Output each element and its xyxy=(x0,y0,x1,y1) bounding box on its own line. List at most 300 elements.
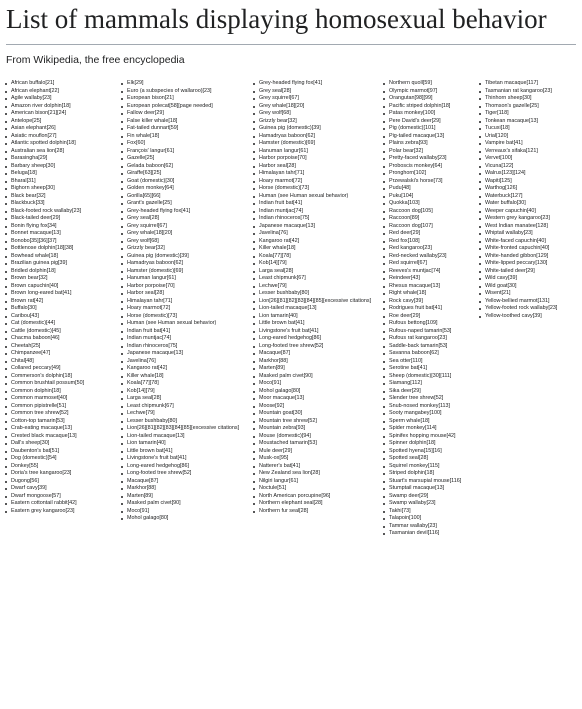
mammal-link[interactable]: Hamadryas baboon[62] xyxy=(259,132,316,139)
list-item xyxy=(478,238,578,246)
mammal-link[interactable]: Japanese macaque[13] xyxy=(259,222,316,229)
mammal-link[interactable]: White-faced capuchin[40] xyxy=(485,237,546,244)
mammal-link[interactable]: Common tree shrew[52] xyxy=(11,410,69,416)
list-item xyxy=(478,230,578,238)
mammal-link[interactable]: Polar bear[32] xyxy=(389,147,423,154)
mammal-link[interactable]: Sheep (domestic)[30][111] xyxy=(389,372,452,379)
mammal-link[interactable]: Lesser bushbaby[80] xyxy=(127,417,178,424)
mammal-link[interactable]: Rufous rat kangaroo[23] xyxy=(389,335,447,341)
mammal-link[interactable]: Grant's gazelle[25] xyxy=(127,200,172,206)
mammal-link[interactable]: Red-necked wallaby[23] xyxy=(389,252,447,259)
mammal-link[interactable]: Cotton-top tamarin[53] xyxy=(11,417,65,424)
mammal-link[interactable]: White-fronted capuchin[40] xyxy=(485,245,550,251)
mammal-link[interactable]: Noctule[51] xyxy=(259,485,287,491)
mammal-link[interactable]: Mountain tree shrew[52] xyxy=(259,417,317,424)
list-item xyxy=(252,215,382,223)
mammal-link[interactable]: Kob[14][79] xyxy=(259,260,287,266)
mammal-link[interactable]: Brown rat[42] xyxy=(11,297,44,304)
mammal-link[interactable]: Giraffe[63][25] xyxy=(127,170,162,176)
mammal-link[interactable]: Masked palm civet[90] xyxy=(127,500,181,506)
mammal-link[interactable]: Mohol galago[80] xyxy=(127,515,169,521)
mammal-link[interactable]: Northern elephant seal[28] xyxy=(259,500,323,506)
list-item xyxy=(4,380,120,388)
mammal-link[interactable]: White-handed gibbon[129] xyxy=(485,252,549,259)
mammal-link[interactable]: Orangutan[98][99] xyxy=(389,95,433,101)
mammal-link[interactable]: Quokka[103] xyxy=(389,200,420,206)
mammal-link[interactable]: Grey wolf[68] xyxy=(259,110,291,116)
mammal-link[interactable]: Harbor seal[28] xyxy=(127,290,164,296)
mammal-link[interactable]: Lion tamarin[40] xyxy=(127,440,166,446)
mammal-link[interactable]: Spinifex hopping mouse[42] xyxy=(389,432,456,439)
mammal-link[interactable]: Cat (domestic)[44] xyxy=(11,320,56,326)
mammal-link[interactable]: Raccoon[89] xyxy=(389,215,420,221)
mammal-link[interactable]: Proboscis monkey[64] xyxy=(389,162,443,169)
mammal-link[interactable]: Long-eared hedgehog[86] xyxy=(127,462,190,469)
list-item xyxy=(4,440,120,448)
mammal-link[interactable]: Lechwe[79] xyxy=(127,410,155,416)
mammal-link[interactable]: Least chipmunk[67] xyxy=(259,275,306,281)
mammal-link[interactable]: Common brushtail possum[50] xyxy=(11,380,85,386)
mammal-link[interactable]: Himalayan tahr[71] xyxy=(127,297,173,304)
mammal-link[interactable]: Barbary sheep[30] xyxy=(11,162,56,169)
mammal-link[interactable]: Crab-eating macaque[13] xyxy=(11,425,72,431)
mammal-link[interactable]: Puku[104] xyxy=(389,192,414,199)
mammal-link[interactable]: Guinea pig (domestic)[39] xyxy=(127,252,189,259)
list-item xyxy=(382,125,478,133)
mammal-link[interactable]: Horse (domestic)[73] xyxy=(259,185,310,191)
mammal-link[interactable]: Rhesus macaque[13] xyxy=(389,282,440,289)
mammal-link[interactable]: Chimpanzee[47] xyxy=(11,350,51,356)
mammal-link[interactable]: Spinner dolphin[18] xyxy=(389,440,436,446)
mammal-link[interactable]: Stumptail macaque[13] xyxy=(389,485,445,491)
mammal-link[interactable]: Hamster (domestic)[69] xyxy=(259,140,316,146)
mammal-link[interactable]: Red fox[108] xyxy=(389,237,420,244)
mammal-link[interactable]: Least chipmunk[67] xyxy=(127,402,174,409)
mammal-link[interactable]: Plains zebra[93] xyxy=(389,140,428,146)
mammal-link[interactable]: Pig (domestic)[101] xyxy=(389,125,436,131)
mammal-list-column-2 xyxy=(120,80,252,538)
mammal-link[interactable]: Walrus[123][124] xyxy=(485,170,526,176)
list-item xyxy=(478,223,578,231)
list-item xyxy=(382,95,478,103)
mammal-link[interactable]: Horse (domestic)[73] xyxy=(127,312,178,319)
mammal-link[interactable]: Bonobo[35][36][37] xyxy=(11,237,57,244)
mammal-link[interactable]: Vampire bat[41] xyxy=(485,140,523,146)
mammal-link[interactable]: Musk-ox[95] xyxy=(259,455,289,461)
mammal-link[interactable]: Killer whale[18] xyxy=(259,245,296,251)
mammal-link[interactable]: Weeper capuchin[40] xyxy=(485,207,536,214)
mammal-link[interactable]: Killer whale[18] xyxy=(127,372,164,379)
mammal-link[interactable]: Rufous-naped tamarin[53] xyxy=(389,327,452,334)
mammal-link[interactable]: Asiatic mouflon[27] xyxy=(11,132,57,139)
mammal-link[interactable]: Raccoon dog[105] xyxy=(389,207,433,214)
mammal-link[interactable]: Lion tamarin[40] xyxy=(259,312,298,319)
mammal-link[interactable]: Lion-tailed macaque[13] xyxy=(127,432,185,439)
mammal-link[interactable]: Tasmanian rat kangaroo[23] xyxy=(485,87,552,94)
mammal-link[interactable]: Indian fruit bat[41] xyxy=(259,200,303,206)
mammal-link[interactable]: Talapoin[100] xyxy=(389,515,422,521)
mammal-link[interactable]: Grey whale[18][20] xyxy=(127,230,173,236)
mammal-link[interactable]: Pretty-faced wallaby[23] xyxy=(389,155,447,161)
mammal-link[interactable]: Moustached tamarin[53] xyxy=(259,440,317,446)
mammal-link[interactable]: Vervet[100] xyxy=(485,155,513,161)
mammal-link[interactable]: Long-footed tree shrew[52] xyxy=(127,470,192,476)
mammal-link[interactable]: Larga seal[28] xyxy=(259,267,294,274)
mammal-link[interactable]: Kangaroo rat[42] xyxy=(259,237,300,244)
mammal-link[interactable]: Hanuman langur[61] xyxy=(259,147,308,154)
mammal-link[interactable]: Dugong[56] xyxy=(11,477,39,484)
list-item xyxy=(252,350,382,358)
mammal-link[interactable]: Bonnet macaque[13] xyxy=(11,230,61,236)
mammal-link[interactable]: Javelina[76] xyxy=(259,230,288,236)
mammal-link[interactable]: Bharal[31] xyxy=(11,177,36,184)
mammal-link[interactable]: Brazilian guinea pig[39] xyxy=(11,260,68,266)
mammal-link[interactable]: White-lipped peccary[130] xyxy=(485,260,548,266)
mammal-link[interactable]: Hamadryas baboon[62] xyxy=(127,260,184,266)
mammal-link[interactable]: Moco[91] xyxy=(259,380,282,386)
mammal-link[interactable]: Grey whale[18][20] xyxy=(259,102,305,109)
mammal-link[interactable]: Brown capuchin[40] xyxy=(11,282,59,289)
mammal-link[interactable]: Australian sea lion[28] xyxy=(11,147,65,154)
mammal-link[interactable]: Elk[29] xyxy=(127,80,144,86)
list-item xyxy=(478,103,578,111)
mammal-link[interactable]: Red kangaroo[23] xyxy=(389,245,432,251)
mammal-link[interactable]: Atlantic spotted dolphin[18] xyxy=(11,140,76,146)
mammal-link[interactable]: Reeves's muntjac[74] xyxy=(389,267,441,274)
mammal-link[interactable]: Kangaroo rat[42] xyxy=(127,365,168,371)
mammal-link[interactable]: Tonkean macaque[13] xyxy=(485,117,539,124)
mammal-link[interactable]: Rodrigues fruit bat[41] xyxy=(389,305,443,311)
mammal-link[interactable]: Grey-headed flying fox[41] xyxy=(259,80,323,86)
mammal-link[interactable]: Donkey[55] xyxy=(11,462,39,469)
mammal-link[interactable]: Beluga[18] xyxy=(11,170,37,176)
mammal-link[interactable]: Indian rhinoceros[75] xyxy=(259,215,310,221)
list-item xyxy=(120,500,252,508)
mammal-link[interactable]: Gazelle[25] xyxy=(127,155,155,161)
list-item xyxy=(120,110,252,118)
mammal-link[interactable]: Brown long-eared bat[41] xyxy=(11,290,72,296)
mammal-link[interactable]: Chital[48] xyxy=(11,357,34,364)
mammal-link[interactable]: Mohol galago[80] xyxy=(259,387,301,394)
mammal-link[interactable]: Cheetah[25] xyxy=(11,342,41,349)
mammal-link[interactable]: Indian muntjac[74] xyxy=(127,335,172,341)
list-item xyxy=(4,118,120,126)
list-item xyxy=(478,163,578,171)
mammal-link[interactable]: Long-footed tree shrew[52] xyxy=(259,342,324,349)
mammal-link[interactable]: Savanna baboon[62] xyxy=(389,350,439,356)
mammal-link[interactable]: Markhor[88] xyxy=(127,485,156,491)
mammal-link[interactable]: Patas monkey[100] xyxy=(389,110,436,116)
mammal-link[interactable]: Collared peccary[49] xyxy=(11,365,61,371)
mammal-link[interactable]: Crested black macaque[13] xyxy=(11,432,77,439)
mammal-link[interactable]: Common marmoset[40] xyxy=(11,395,68,401)
mammal-link[interactable]: Grizzly bear[32] xyxy=(259,117,297,124)
mammal-link[interactable]: Harbor porpoise[70] xyxy=(259,155,307,161)
mammal-link[interactable]: Daubenton's bat[51] xyxy=(11,447,60,454)
list-item xyxy=(252,440,382,448)
mammal-link[interactable]: Bowhead whale[18] xyxy=(11,252,59,259)
mammal-link[interactable]: Water buffalo[30] xyxy=(485,200,526,206)
mammal-link[interactable]: Bighorn sheep[30] xyxy=(11,185,55,191)
mammal-link[interactable]: Grizzly bear[32] xyxy=(127,245,165,251)
mammal-link[interactable]: Koala[77][78] xyxy=(127,380,159,386)
mammal-link[interactable]: Himalayan tahr[71] xyxy=(259,170,305,176)
mammal-link[interactable]: Brown bear[32] xyxy=(11,275,48,281)
mammal-link[interactable]: Human (see Human sexual behavior) xyxy=(259,192,349,199)
mammal-link[interactable]: Roe deer[29] xyxy=(389,312,421,319)
mammal-link[interactable]: Fin whale[18] xyxy=(127,132,160,139)
mammal-link[interactable]: Lesser bushbaby[80] xyxy=(259,290,310,296)
mammal-link[interactable]: Macaque[87] xyxy=(127,477,159,484)
mammal-link[interactable]: Thinhorn sheep[30] xyxy=(485,95,532,101)
mammal-link[interactable]: Bonin flying fox[34] xyxy=(11,222,57,229)
mammal-link[interactable]: Hanuman langur[61] xyxy=(127,275,176,281)
mammal-link[interactable]: Sika deer[29] xyxy=(389,387,421,394)
mammal-link[interactable]: Waterbuck[127] xyxy=(485,192,523,199)
mammal-link[interactable]: Guinea pig (domestic)[39] xyxy=(259,125,321,131)
mammal-link[interactable]: Dog (domestic)[54] xyxy=(11,455,57,461)
mammal-link[interactable]: Tiger[118] xyxy=(485,110,509,116)
mammal-link[interactable]: Snub-nosed monkey[113] xyxy=(389,402,451,409)
mammal-link[interactable]: François' langur[61] xyxy=(127,147,175,154)
mammal-link[interactable]: Urial[120] xyxy=(485,132,509,139)
mammal-link[interactable]: Markhor[88] xyxy=(259,357,288,364)
mammal-link[interactable]: Dall's sheep[30] xyxy=(11,440,50,446)
list-item xyxy=(382,223,478,231)
mammal-link[interactable]: Lechwe[79] xyxy=(259,282,287,289)
mammal-link[interactable]: Marten[89] xyxy=(127,492,153,499)
mammal-link[interactable]: Whiptail wallaby[23] xyxy=(485,230,533,236)
list-item xyxy=(478,215,578,223)
mammal-link[interactable]: Thomson's gazelle[25] xyxy=(485,102,539,109)
mammal-link[interactable]: Long-eared hedgehog[86] xyxy=(259,335,322,341)
mammal-link[interactable]: Livingstone's fruit bat[41] xyxy=(259,327,319,334)
mammal-link[interactable]: Stuart's marsupial mouse[116] xyxy=(389,477,462,484)
mammal-link[interactable]: Grey wolf[68] xyxy=(127,237,159,244)
mammal-link[interactable]: Moor macaque[13] xyxy=(259,395,304,401)
mammal-link[interactable]: Eastern cottontail rabbit[42] xyxy=(11,500,77,506)
mammal-link[interactable]: Dwarf cavy[39] xyxy=(11,485,47,491)
mammal-link[interactable]: Gorilla[65][66] xyxy=(127,192,161,199)
mammal-link[interactable]: Natterer's bat[41] xyxy=(259,462,301,469)
mammal-link[interactable]: Mouse (domestic)[94] xyxy=(259,432,311,439)
list-item xyxy=(382,155,478,163)
mammal-link[interactable]: Masked palm civet[90] xyxy=(259,372,313,379)
list-item xyxy=(4,448,120,456)
list-item xyxy=(120,328,252,336)
mammal-link[interactable]: Human (see Human sexual behavior) xyxy=(127,320,217,326)
mammal-link[interactable]: Swamp wallaby[23] xyxy=(389,500,436,506)
mammal-link[interactable]: Pig-tailed macaque[13] xyxy=(389,132,445,139)
mammal-link[interactable]: Grey seal[28] xyxy=(127,215,160,221)
list-item xyxy=(4,298,120,306)
mammal-link[interactable]: Mountain zebra[93] xyxy=(259,425,306,431)
mammal-link[interactable]: Red deer[29] xyxy=(389,230,421,236)
mammal-link[interactable]: Przewalski's horse[73] xyxy=(389,177,443,184)
mammal-link[interactable]: Grey-headed flying fox[41] xyxy=(127,207,191,214)
mammal-link[interactable]: Black-footed rock wallaby[23] xyxy=(11,207,82,214)
mammal-link[interactable]: Moco[91] xyxy=(127,507,150,514)
mammal-link[interactable]: Buffalo[30] xyxy=(11,305,37,311)
mammal-link[interactable]: Northern quoll[59] xyxy=(389,80,432,86)
mammal-link[interactable]: Little brown bat[41] xyxy=(127,447,173,454)
mammal-link[interactable]: Mountain goat[30] xyxy=(259,410,303,416)
mammal-link[interactable]: Cattle (domestic)[45] xyxy=(11,327,61,334)
mammal-link[interactable]: Nilgiri langur[61] xyxy=(259,477,298,484)
mammal-link[interactable]: Bridled dolphin[18] xyxy=(11,267,56,274)
mammal-link[interactable]: Spotted hyena[15][16] xyxy=(389,447,442,454)
mammal-link[interactable]: Asian elephant[26] xyxy=(11,125,56,131)
mammal-link[interactable]: West Indian manatee[128] xyxy=(485,222,548,229)
mammal-link[interactable]: Pudu[48] xyxy=(389,185,411,191)
mammal-link[interactable]: Hoary marmot[72] xyxy=(127,305,171,311)
mammal-link[interactable]: African buffalo[21] xyxy=(11,80,55,86)
mammal-link[interactable]: White-tailed deer[29] xyxy=(485,267,535,274)
mammal-link[interactable]: Chacma baboon[46] xyxy=(11,335,60,341)
mammal-link[interactable]: Eastern grey kangaroo[23] xyxy=(11,507,75,514)
mammal-link[interactable]: Sperm whale[18] xyxy=(389,417,430,424)
mammal-link[interactable]: Wild cavy[39] xyxy=(485,275,518,281)
mammal-link[interactable]: Javelina[76] xyxy=(127,357,156,364)
mammal-link[interactable]: Grey squirrel[67] xyxy=(127,222,167,229)
mammal-link[interactable]: Northern fur seal[28] xyxy=(259,507,309,514)
mammal-link[interactable]: Euro (a subspecies of wallaroo)[23] xyxy=(127,87,212,94)
mammal-link[interactable]: Japanese macaque[13] xyxy=(127,350,184,356)
mammal-link[interactable]: Raccoon dog[107] xyxy=(389,222,433,229)
mammal-link[interactable]: Squirrel monkey[115] xyxy=(389,462,440,469)
mammal-link[interactable]: Indian muntjac[74] xyxy=(259,207,304,214)
mammal-link[interactable]: Spider monkey[114] xyxy=(389,425,437,431)
mammal-link[interactable]: Little brown bat[41] xyxy=(259,320,305,326)
mammal-link[interactable]: Grey seal[28] xyxy=(259,87,292,94)
mammal-link[interactable]: Commerson's dolphin[18] xyxy=(11,372,72,379)
list-item xyxy=(4,508,120,516)
mammal-link[interactable]: Siamang[112] xyxy=(389,380,422,386)
mammal-link[interactable]: False killer whale[18] xyxy=(127,117,178,124)
mammal-link[interactable]: Pere David's deer[29] xyxy=(389,117,441,124)
mammal-link[interactable]: Wisent[21] xyxy=(485,290,511,296)
mammal-link[interactable]: Rock cavy[39] xyxy=(389,297,423,304)
mammal-link[interactable]: Gelada baboon[62] xyxy=(127,162,173,169)
mammal-link[interactable]: Moose[92] xyxy=(259,402,285,409)
mammal-link[interactable]: Hoary marmot[72] xyxy=(259,177,303,184)
mammal-link[interactable]: Goat (domestic)[30] xyxy=(127,177,175,184)
mammal-link[interactable]: Vicuna[122] xyxy=(485,162,514,169)
list-item xyxy=(382,343,478,351)
mammal-link[interactable]: Tibetan macaque[117] xyxy=(485,80,539,86)
mammal-link[interactable]: Fox[60] xyxy=(127,140,145,146)
mammal-link[interactable]: Lion[26][81][82][83][84][85][excessive citations] xyxy=(127,425,240,431)
mammal-link[interactable]: Koala[77][78] xyxy=(259,252,291,259)
mammal-link[interactable]: Tucuxi[18] xyxy=(485,125,510,131)
mammal-link[interactable]: Takhi[73] xyxy=(389,507,411,514)
mammal-link[interactable]: Sea otter[110] xyxy=(389,357,423,364)
mammal-link[interactable]: European polecat[58][page needed] xyxy=(127,102,213,109)
mammal-link[interactable]: Yellow-footed rock wallaby[23] xyxy=(485,305,558,311)
mammal-link[interactable]: Larga seal[28] xyxy=(127,395,162,401)
mammal-link[interactable]: Macaque[87] xyxy=(259,350,291,356)
mammal-link[interactable]: Fallow deer[29] xyxy=(127,110,164,116)
mammal-link[interactable]: Sooty mangabey[100] xyxy=(389,410,442,416)
mammal-link[interactable]: European bison[21] xyxy=(127,95,174,101)
mammal-link[interactable]: Common pipistrelle[51] xyxy=(11,402,67,409)
mammal-link[interactable]: Common dolphin[18] xyxy=(11,387,61,394)
mammal-link[interactable]: Pronghorn[102] xyxy=(389,170,427,176)
mammal-link[interactable]: Indian rhinoceros[75] xyxy=(127,342,178,349)
mammal-link[interactable]: Mule deer[29] xyxy=(259,447,292,454)
mammal-link[interactable]: Swamp deer[29] xyxy=(389,492,429,499)
list-item xyxy=(252,343,382,351)
mammal-link[interactable]: African elephant[22] xyxy=(11,87,59,94)
list-item xyxy=(120,470,252,478)
mammal-link[interactable]: Antelope[25] xyxy=(11,117,42,124)
mammal-link[interactable]: Right whale[18] xyxy=(389,290,427,296)
mammal-link[interactable]: Indian fruit bat[41] xyxy=(127,327,171,334)
mammal-link[interactable]: Striped dolphin[18] xyxy=(389,470,434,476)
mammal-link[interactable]: Barasingha[29] xyxy=(11,155,48,161)
mammal-link[interactable]: Serotine bat[41] xyxy=(389,365,428,371)
mammal-link[interactable]: North American porcupine[96] xyxy=(259,492,331,499)
mammal-link[interactable]: Rufous bettong[109] xyxy=(389,320,438,326)
mammal-link[interactable]: Fat-tailed dunnart[59] xyxy=(127,125,179,131)
mammal-link[interactable]: Reindeer[43] xyxy=(389,275,420,281)
mammal-link[interactable]: Tasmanian devil[116] xyxy=(389,530,440,536)
list-item xyxy=(120,140,252,148)
mammal-link[interactable]: Yellow-toothed cavy[39] xyxy=(485,312,542,319)
mammal-link[interactable]: Livingstone's fruit bat[41] xyxy=(127,455,187,461)
mammal-link[interactable]: Wild goat[30] xyxy=(485,282,517,289)
mammal-link[interactable]: Doria's tree kangaroo[23] xyxy=(11,470,72,476)
mammal-link[interactable]: Blackbuck[33] xyxy=(11,200,45,206)
mammal-link[interactable]: Black-tailed deer[29] xyxy=(11,215,61,221)
mammal-link[interactable]: New Zealand sea lion[28] xyxy=(259,470,320,476)
mammal-link[interactable]: Lion-tailed macaque[13] xyxy=(259,305,317,311)
mammal-link[interactable]: Slender tree shrew[52] xyxy=(389,395,444,401)
mammal-link[interactable]: Grey squirrel[67] xyxy=(259,95,299,101)
mammal-link[interactable]: Agile wallaby[23] xyxy=(11,95,52,101)
mammal-link[interactable]: Saddle-back tamarin[53] xyxy=(389,342,448,349)
mammal-link[interactable]: Lion[26][81][82][83][84][85][excessive citations] xyxy=(259,297,372,304)
mammal-link[interactable]: Olympic marmot[97] xyxy=(389,87,438,94)
list-item xyxy=(120,125,252,133)
mammal-link[interactable]: American bison[21][24] xyxy=(11,110,67,116)
mammal-link[interactable]: Bottlenose dolphin[18][38] xyxy=(11,245,74,251)
mammal-link[interactable]: Marten[89] xyxy=(259,365,285,371)
mammal-link[interactable]: Kob[14][79] xyxy=(127,387,155,394)
mammal-link[interactable]: Verreaux's sifaka[121] xyxy=(485,147,538,154)
list-item xyxy=(4,410,120,418)
mammal-link[interactable]: Red squirrel[67] xyxy=(389,260,428,266)
list-item xyxy=(4,260,120,268)
mammal-link[interactable]: Western grey kangaroo[23] xyxy=(485,215,550,221)
mammal-link[interactable]: Dwarf mongoose[57] xyxy=(11,492,61,499)
mammal-link[interactable]: Wapiti[125] xyxy=(485,177,512,184)
list-item xyxy=(120,260,252,268)
mammal-link[interactable]: Tammar wallaby[23] xyxy=(389,522,437,529)
list-item xyxy=(120,283,252,291)
mammal-link[interactable]: Harbor porpoise[70] xyxy=(127,282,175,289)
mammal-link[interactable]: Spotted seal[28] xyxy=(389,455,428,461)
mammal-link[interactable]: Harbor seal[28] xyxy=(259,162,296,169)
mammal-link[interactable]: Golden monkey[64] xyxy=(127,185,174,191)
mammal-link[interactable]: Black bear[32] xyxy=(11,192,46,199)
mammal-link[interactable]: Hamster (domestic)[69] xyxy=(127,267,184,274)
mammal-link[interactable]: Amazon river dolphin[18] xyxy=(11,102,71,109)
mammal-link[interactable]: Warthog[126] xyxy=(485,185,518,191)
mammal-link[interactable]: Yellow-bellied marmot[131] xyxy=(485,297,550,304)
mammal-link[interactable]: Pacific striped dolphin[18] xyxy=(389,102,451,109)
mammal-link[interactable]: Caribou[43] xyxy=(11,312,39,319)
